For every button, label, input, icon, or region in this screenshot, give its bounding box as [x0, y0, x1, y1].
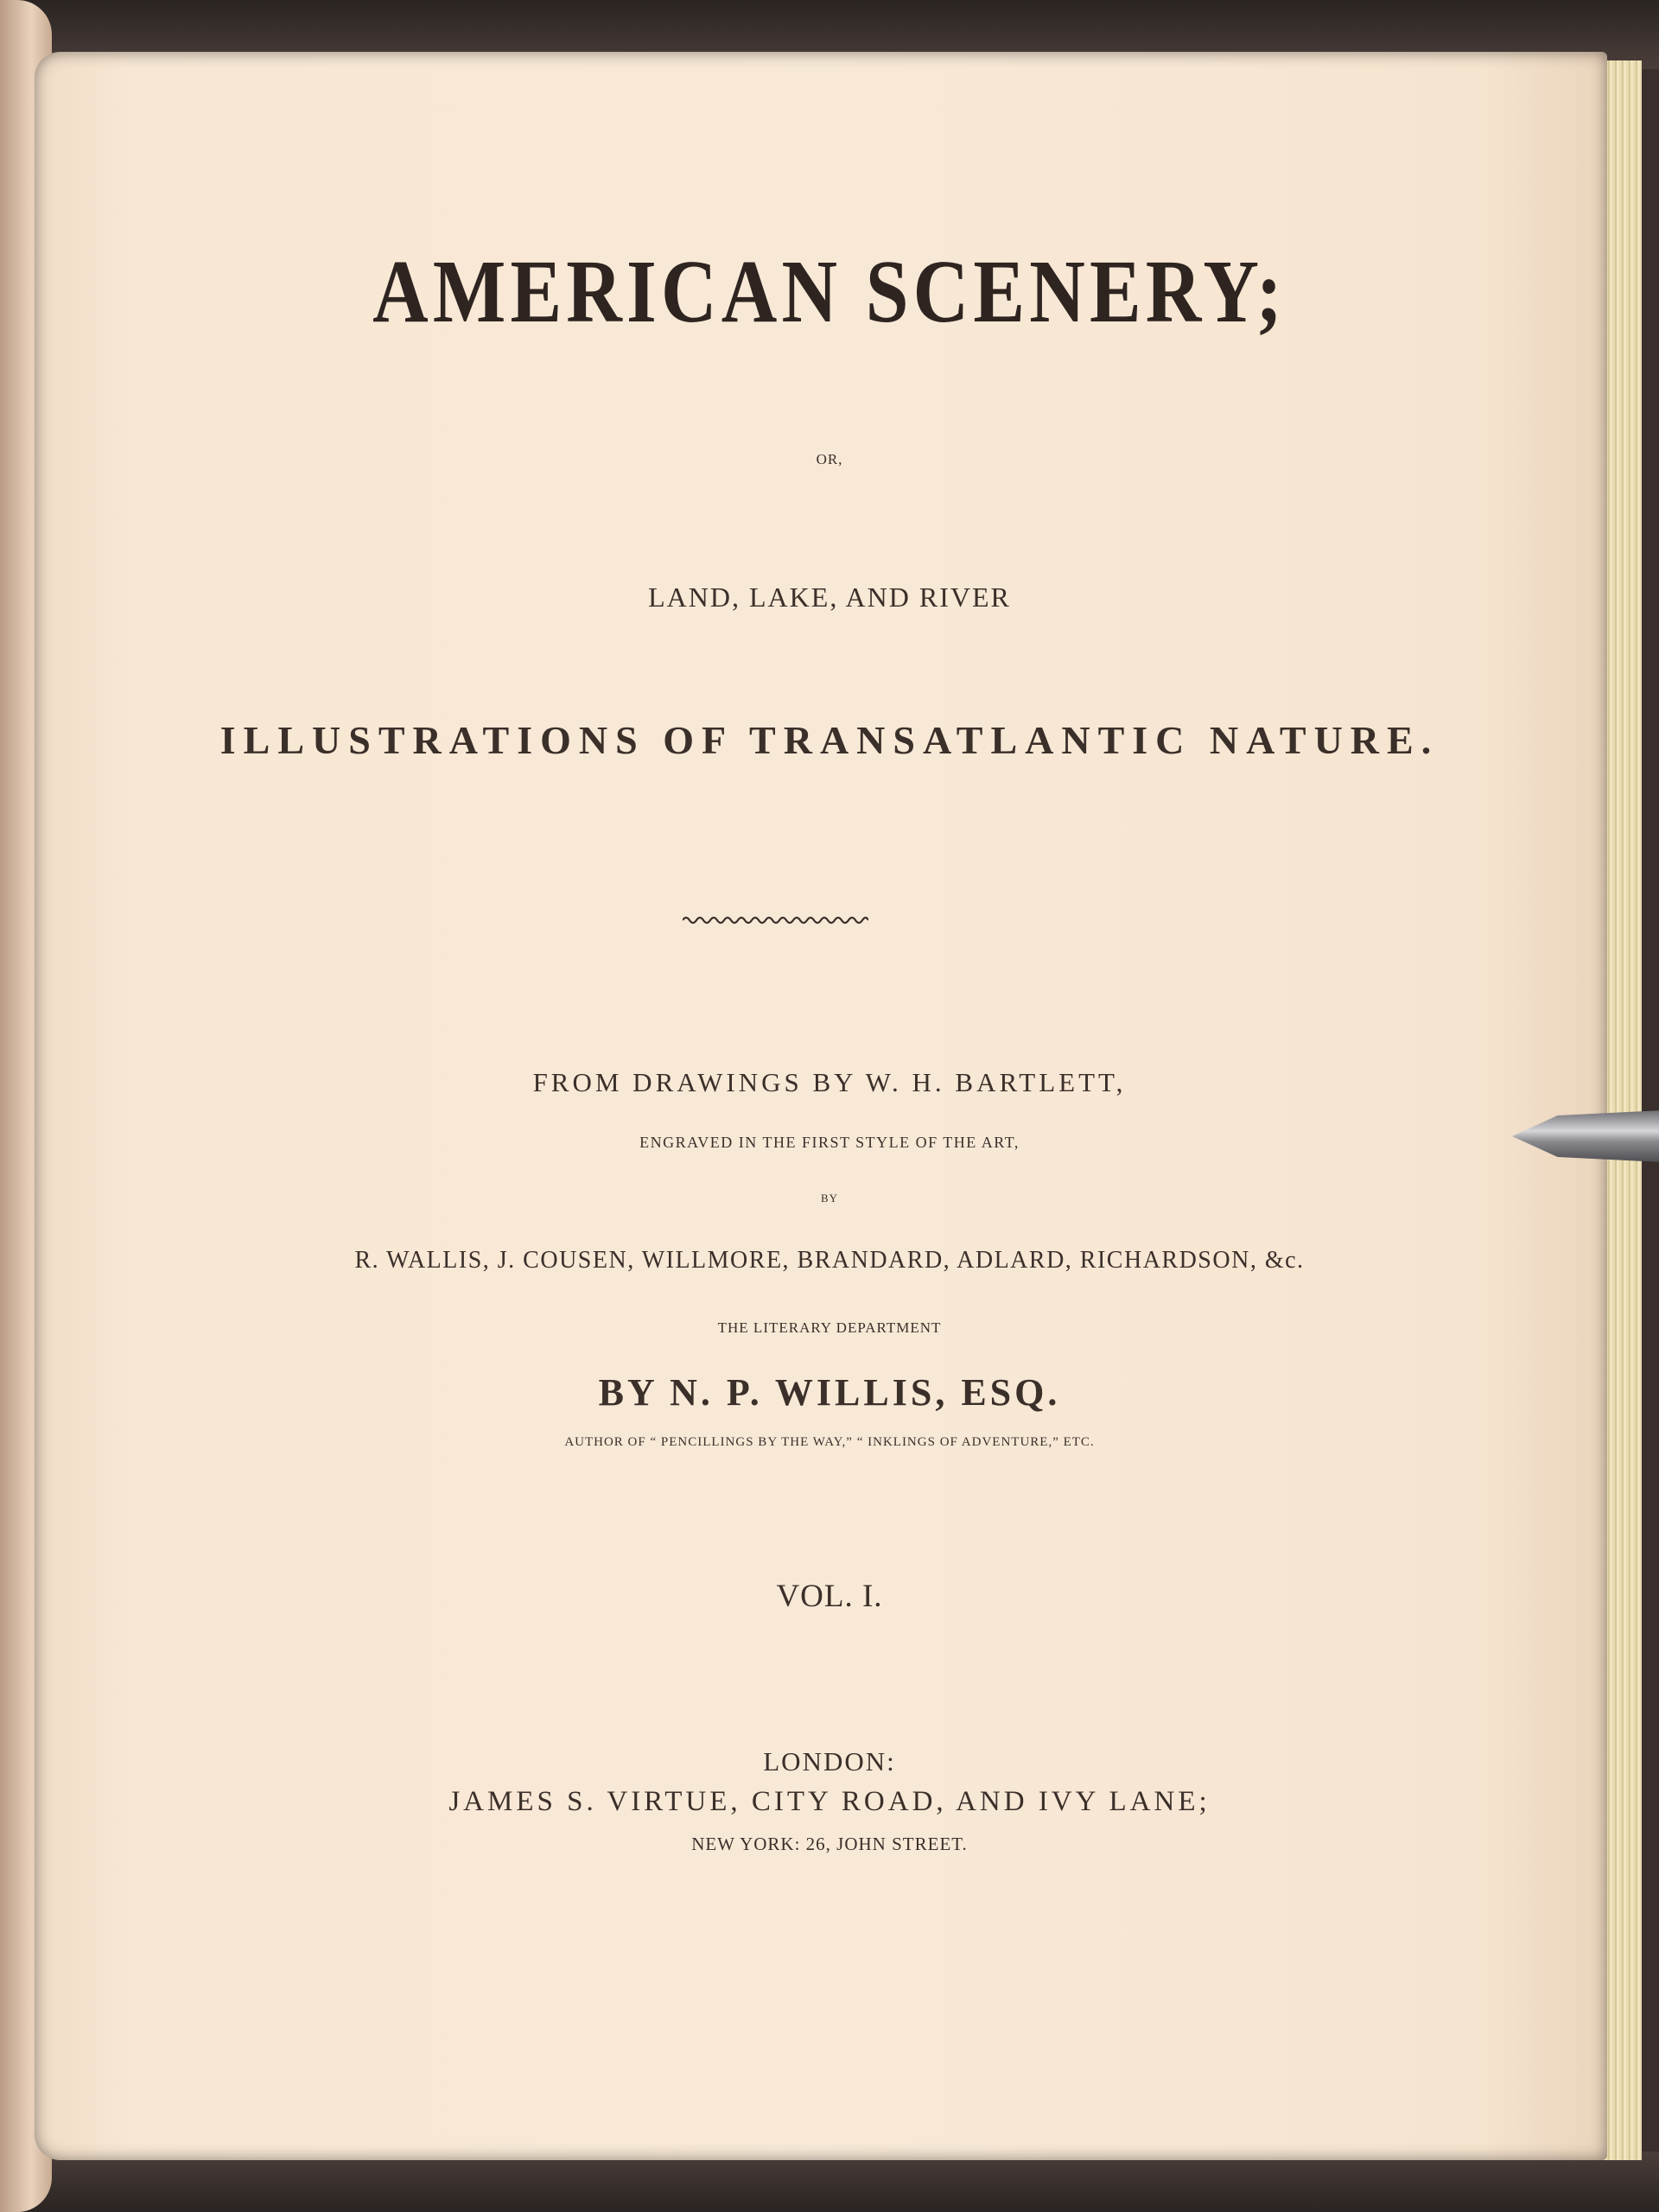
background-bottom	[0, 2152, 1659, 2212]
author-credit: BY N. P. WILLIS, ESQ.	[598, 1371, 1061, 1414]
engravers-list: R. WALLIS, J. COUSEN, WILLMORE, BRANDARD, ADLARD, RICHARDSON, &c.	[354, 1247, 1305, 1274]
imprint-city: LONDON:	[763, 1746, 896, 1777]
or-connector: OR,	[816, 451, 843, 467]
subtitle-line-1: LAND, LAKE, AND RIVER	[648, 582, 1011, 613]
wavy-rule-ornament	[683, 912, 868, 929]
by-connector: BY	[820, 1192, 839, 1205]
volume-number: VOL. I.	[776, 1579, 883, 1614]
drawings-credit: FROM DRAWINGS BY W. H. BARTLETT,	[532, 1067, 1127, 1097]
author-works: AUTHOR OF “ PENCILLINGS BY THE WAY,” “ INKLINGS OF ADVENTURE,” ETC.	[564, 1435, 1095, 1449]
subtitle-line-2: ILLUSTRATIONS OF TRANSATLANTIC NATURE.	[219, 718, 1440, 762]
literary-department-label: THE LITERARY DEPARTMENT	[717, 1319, 942, 1336]
engraved-line: ENGRAVED IN THE FIRST STYLE OF THE ART,	[639, 1134, 1020, 1151]
book-title: AMERICAN SCENERY;	[372, 242, 1287, 341]
imprint-publisher: JAMES S. VIRTUE, CITY ROAD, AND IVY LANE;	[448, 1786, 1211, 1817]
imprint-newyork: NEW YORK: 26, JOHN STREET.	[691, 1834, 968, 1854]
